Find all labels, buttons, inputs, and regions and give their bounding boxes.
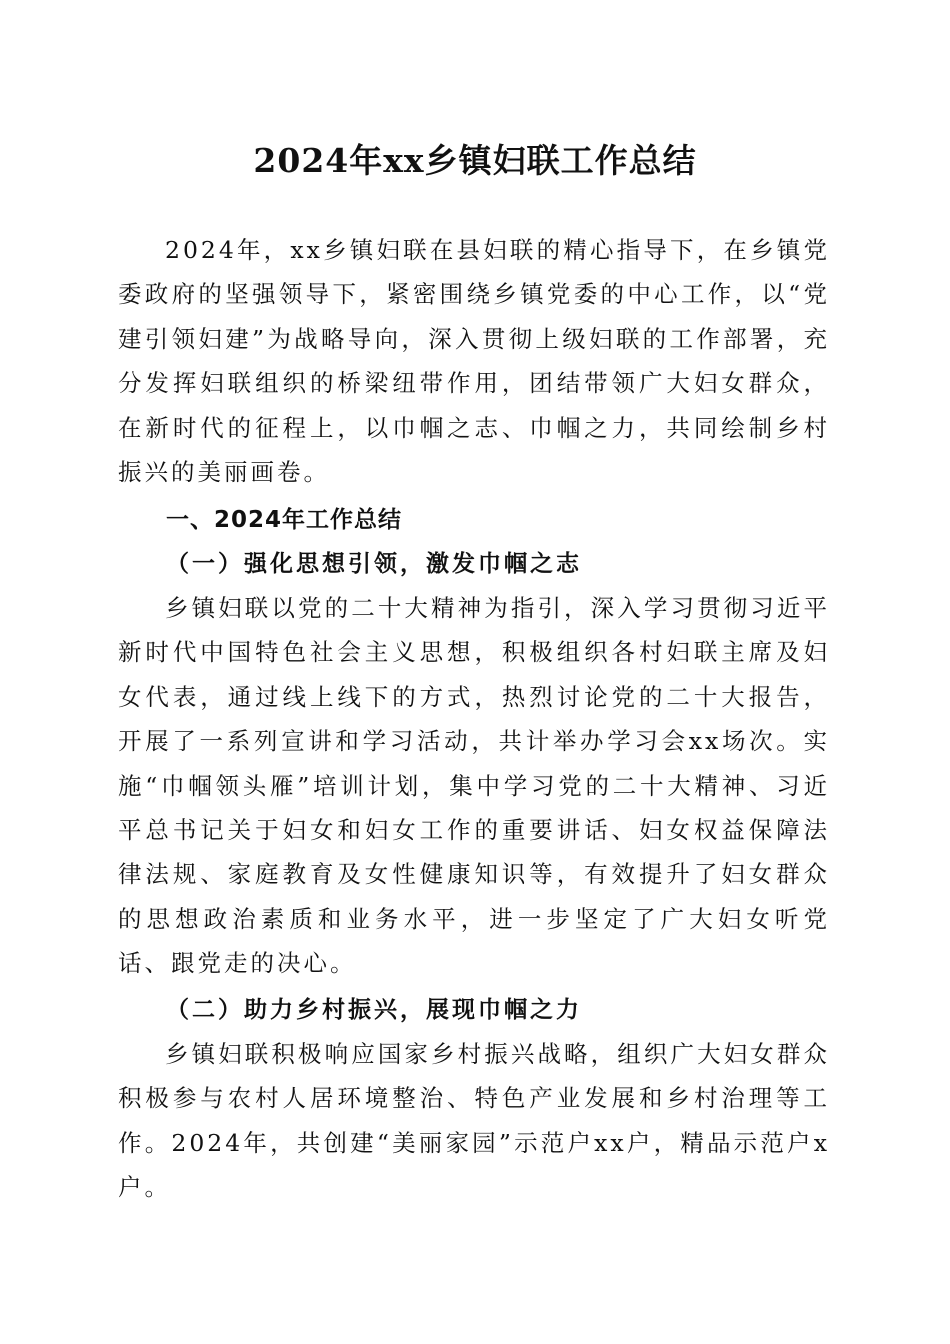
subsection-two-paragraph: 乡镇妇联积极响应国家乡村振兴战略，组织广大妇女群众积极参与农村人居环境整治、特色产业发展和乡村治理等工作。2024年，共创建“美丽家园”示范户xx户，精品示范户x户。 (118, 1040, 830, 1202)
intro-paragraph: 2024年，xx乡镇妇联在县妇联的精心指导下，在乡镇党委政府的坚强领导下，紧密围绕乡镇党委的中心工作，以“党建引领妇建”为战略导向，深入贯彻上级妇联的工作部署，充分发挥妇联组织的桥梁纽带作用，团结带领广大妇女群众，在新时代的征程上，以巾帼之志、巾帼之力，共同绘制乡村振兴的美丽画卷。 (118, 236, 830, 487)
document-title: 2024年xx乡镇妇联工作总结 (253, 141, 697, 180)
subsection-heading-one: （一）强化思想引领，激发巾帼之志 (166, 550, 582, 577)
section-heading: 一、2024年工作总结 (166, 507, 403, 533)
subsection-heading-two: （二）助力乡村振兴，展现巾帼之力 (166, 996, 582, 1023)
subsection-one-paragraph: 乡镇妇联以党的二十大精神为指引，深入学习贯彻习近平新时代中国特色社会主义思想，积极组织各村妇联主席及妇女代表，通过线上线下的方式，热烈讨论党的二十大报告，开展了一系列宣讲和学习活动，共计举办学习会xx场次。实施“巾帼领头雁”培训计划，集中学习党的二十大精神、习近平总书记关于妇女和妇女工作的重要讲话、妇女权益保障法律法规、家庭教育及女性健康知识等，有效提升了妇女群众的思想政治素质和业务水平，进一步坚定了广大妇女听党话、跟党走的决心。 (118, 594, 830, 978)
